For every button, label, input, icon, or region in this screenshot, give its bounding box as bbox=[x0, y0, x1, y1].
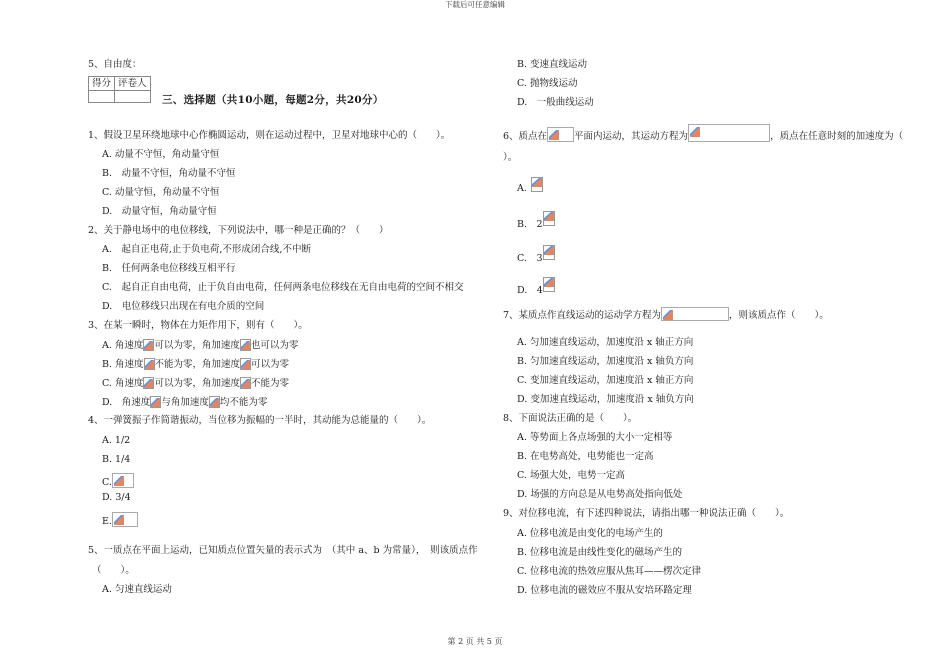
q4-option-a: A. 1/2 bbox=[102, 435, 131, 446]
q3-b-text-1: B. 角速度 bbox=[102, 359, 144, 370]
q6-option-a bbox=[517, 177, 543, 195]
q9-option-d: D. 位移电流的磁效应不服从安培环路定理 bbox=[517, 585, 692, 596]
page-header: 下载后可任意编辑 bbox=[445, 0, 505, 9]
q7-stem bbox=[503, 307, 829, 322]
q6-d-label: D. 4 bbox=[517, 285, 543, 296]
q6-stem-line2: ）。 bbox=[503, 152, 518, 163]
q5-option-a: A. 匀速直线运动 bbox=[102, 584, 172, 595]
q4-option-e bbox=[102, 512, 138, 528]
q1-option-a: A. 动量不守恒，角动量守恒 bbox=[102, 149, 220, 160]
q6-option-d bbox=[517, 277, 555, 297]
q3-b-text-3: 可以为零 bbox=[251, 359, 290, 370]
q3-option-b bbox=[102, 358, 289, 371]
q3-option-d bbox=[102, 396, 267, 409]
formula-image-icon bbox=[543, 211, 555, 226]
q6-stem-line1 bbox=[503, 124, 903, 143]
formula-image-icon bbox=[143, 377, 154, 389]
page-footer: 第 2 页 共 5 页 bbox=[447, 637, 503, 646]
q1-option-b: B. 动量不守恒，角动量不守恒 bbox=[102, 168, 236, 179]
q6-option-b bbox=[517, 211, 555, 231]
q3-c-text-3: 不能为零 bbox=[251, 378, 290, 389]
q4-e-label: E. bbox=[102, 516, 112, 527]
q5-stem-line2: （ ）。 bbox=[92, 565, 135, 576]
formula-image-icon bbox=[112, 512, 138, 527]
q4-stem: 4、一弹簧振子作简谐振动，当位移为振幅的一半时，其动能为总能量的（ ）。 bbox=[88, 415, 432, 426]
q5-prev-freedom: 5、自由度： bbox=[88, 59, 142, 70]
q7-option-a: A. 匀加速直线运动，加速度沿 x 轴正方向 bbox=[517, 337, 694, 348]
q9-option-b: B. 位移电流是由线性变化的磁场产生的 bbox=[517, 547, 683, 558]
score-cell bbox=[89, 91, 115, 103]
formula-image-icon bbox=[661, 307, 729, 321]
q4-c-label: C. bbox=[102, 477, 112, 488]
q3-a-text-3: 也可以为零 bbox=[250, 340, 299, 351]
q5-option-b: B. 变速直线运动 bbox=[517, 59, 588, 70]
q7-text-1: 7、某质点作直线运动的运动学方程为 bbox=[503, 310, 662, 321]
formula-image-icon bbox=[240, 377, 251, 389]
score-label: 得分 bbox=[89, 77, 115, 91]
q4-option-c bbox=[102, 473, 134, 489]
formula-image-icon bbox=[144, 358, 155, 370]
q2-option-b: B. 任何两条电位移线互相平行 bbox=[102, 263, 236, 274]
q6-b-label: B. 2 bbox=[517, 219, 543, 230]
q3-d-text-1: D. 角速度 bbox=[102, 397, 151, 408]
q6-text-1: 6、质点在 bbox=[503, 131, 548, 142]
q6-option-c bbox=[517, 245, 555, 265]
q3-a-text-2: 可以为零，角加速度 bbox=[154, 340, 240, 351]
q8-option-c: C. 场强大处，电势一定高 bbox=[517, 470, 625, 481]
q1-option-d: D. 动量守恒，角动量守恒 bbox=[102, 206, 217, 217]
grader-label: 评卷人 bbox=[115, 77, 151, 91]
formula-image-icon bbox=[543, 245, 555, 260]
q7-option-c: C. 变加速直线运动，加速度沿 x 轴正方向 bbox=[517, 375, 694, 386]
formula-image-icon bbox=[240, 358, 251, 370]
q8-stem: 8、下面说法正确的是（ ）。 bbox=[503, 413, 638, 424]
section-title: 三、选择题（共10小题，每题2分，共20分） bbox=[162, 94, 384, 106]
q6-c-label: C. 3 bbox=[517, 253, 543, 264]
q8-option-d: D. 场强的方向总是从电势高处指向低处 bbox=[517, 489, 683, 500]
q2-option-c: C. 起自正自由电荷，止于负自由电荷，任何两条电位移线在无自由电荷的空间不相交 bbox=[102, 282, 464, 293]
q6-text-2: 平面内运动，其运动方程为 bbox=[574, 131, 689, 142]
q3-b-text-2: 不能为零，角加速度 bbox=[154, 359, 241, 370]
formula-image-icon bbox=[209, 396, 220, 408]
q5-stem-line1: 5、一质点在平面上运动，已知质点位置矢量的表示式为 （其中 a、b 为常量）， 则该质点作 bbox=[88, 545, 478, 556]
q3-stem: 3、在某一瞬时，物体在力矩作用下，则有（ ）。 bbox=[88, 320, 308, 331]
q9-option-a: A. 位移电流是由变化的电场产生的 bbox=[517, 528, 663, 539]
formula-image-icon bbox=[688, 124, 770, 142]
q3-d-text-2: 与角加速度 bbox=[161, 397, 209, 408]
formula-image-icon bbox=[531, 177, 543, 192]
q6-a-label: A. bbox=[517, 183, 527, 194]
q7-option-b: B. 匀加速直线运动，加速度沿 x 轴负方向 bbox=[517, 356, 694, 367]
formula-image-icon bbox=[143, 339, 154, 351]
q2-option-d: D. 电位移线只出现在有电介质的空间 bbox=[102, 301, 265, 312]
q5-option-c: C. 抛物线运动 bbox=[517, 78, 578, 89]
q3-option-a bbox=[102, 339, 298, 352]
q8-option-a: A. 等势面上各点场强的大小一定相等 bbox=[517, 432, 673, 443]
q7-option-d: D. 变加速直线运动，加速度沿 x 轴负方向 bbox=[517, 394, 694, 405]
q3-c-text-2: 可以为零，角加速度 bbox=[154, 378, 240, 389]
q7-text-2: ，则该质点作（ ）。 bbox=[729, 310, 829, 321]
q6-text-3: ，质点在任意时刻的加速度为（ bbox=[770, 131, 904, 142]
score-table bbox=[88, 76, 151, 103]
q5-option-d: D. 一般曲线运动 bbox=[517, 97, 594, 108]
q3-option-c bbox=[102, 377, 289, 390]
formula-image-icon bbox=[547, 127, 574, 142]
q3-a-text-1: A. 角速度 bbox=[102, 340, 144, 351]
formula-image-icon bbox=[543, 277, 555, 292]
q3-d-text-3: 均不能为零 bbox=[219, 397, 268, 408]
q4-option-d: D. 3/4 bbox=[102, 492, 131, 503]
q2-stem: 2、关于静电场中的电位移线，下列说法中，哪一种是正确的？（ ） bbox=[88, 225, 389, 236]
grader-cell bbox=[115, 91, 151, 103]
formula-image-icon bbox=[112, 473, 134, 488]
q9-option-c: C. 位移电流的热效应服从焦耳——楞次定律 bbox=[517, 566, 701, 577]
formula-image-icon bbox=[240, 339, 251, 351]
q8-option-b: B. 在电势高处，电势能也一定高 bbox=[517, 451, 654, 462]
q9-stem: 9、对位移电流，有下述四种说法，请指出哪一种说法正确（ ）。 bbox=[503, 508, 790, 519]
q1-option-c: C. 动量守恒，角动量不守恒 bbox=[102, 187, 220, 198]
q4-option-b: B. 1/4 bbox=[102, 454, 131, 465]
q3-c-text-1: C. 角速度 bbox=[102, 378, 144, 389]
formula-image-icon bbox=[150, 396, 161, 408]
q1-stem: 1、假设卫星环绕地球中心作椭圆运动，则在运动过程中，卫星对地球中心的（ ）。 bbox=[88, 130, 451, 141]
q2-option-a: A. 起自正电荷,止于负电荷,不形成闭合线,不中断 bbox=[102, 244, 311, 255]
